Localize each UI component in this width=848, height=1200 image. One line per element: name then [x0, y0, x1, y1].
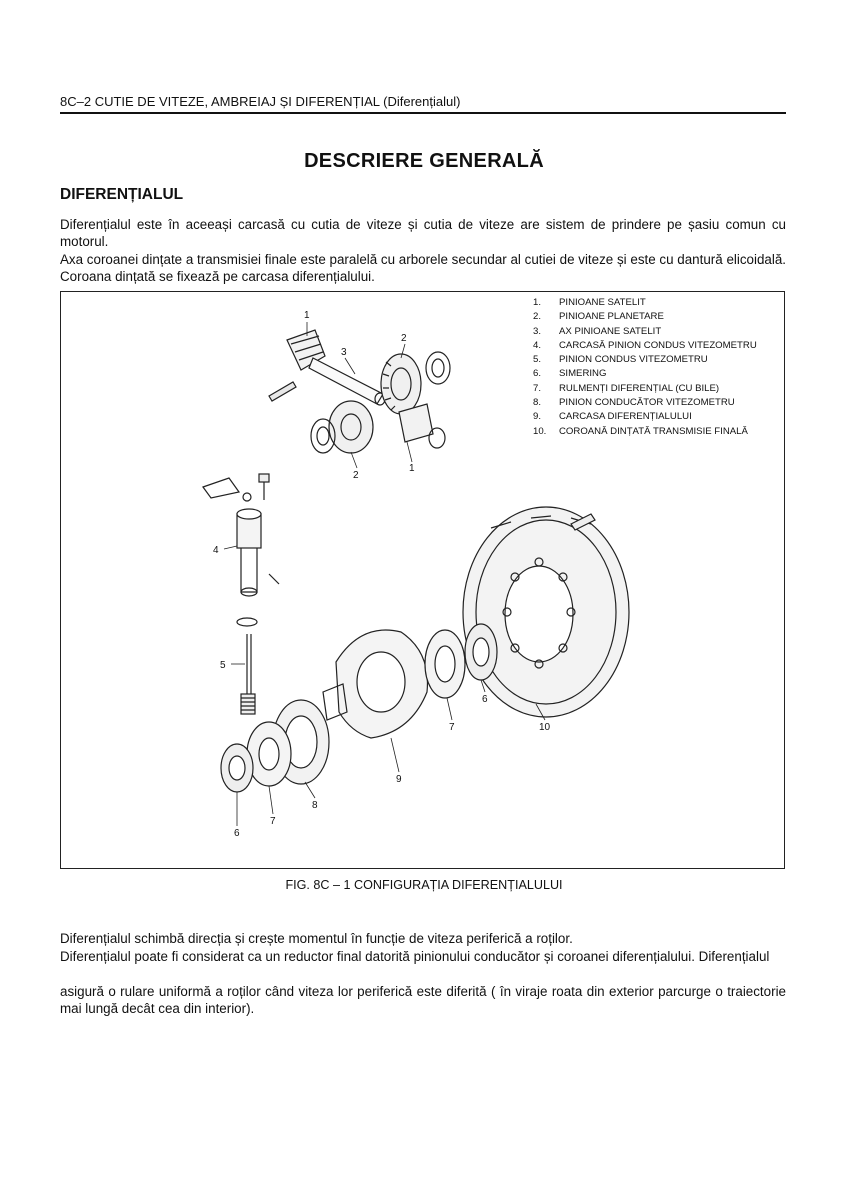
legend-item — [533, 396, 757, 410]
callout-6: 6 — [482, 694, 488, 705]
legend-number: 8. — [533, 397, 542, 409]
callout-5: 5 — [220, 660, 226, 671]
callout-1: 1 — [304, 310, 310, 321]
callout-8: 8 — [312, 800, 318, 811]
callout-4: 4 — [213, 545, 219, 556]
callout-2: 2 — [353, 470, 359, 481]
callout-7: 7 — [449, 722, 455, 733]
legend-item — [533, 339, 757, 353]
legend-item — [533, 367, 757, 381]
body-paragraph-3: asigură o rulare uniformă a roților când viteza lor periferică este diferită ( în viraje roata din exterior parcurge o traiectorie mai lungă decât cea din interior). — [60, 984, 786, 1017]
speedometer-driven-gear-icon — [241, 634, 255, 714]
legend-item — [533, 425, 757, 439]
legend-number: 1. — [533, 297, 542, 308]
oil-seal-left-icon — [221, 744, 253, 792]
speedometer-clip-icon — [203, 478, 251, 501]
side-gear-upper-icon — [381, 354, 421, 414]
pinion-shaft-icon — [309, 358, 385, 405]
page-title: DESCRIERE GENERALĂ — [304, 150, 544, 172]
intro-paragraph-1: Diferențialul este în aceeași carcasă cu cutia de viteze și cutia de viteze are sistem de prindere pe șasiu comun cu motorul. — [60, 217, 786, 250]
legend-number: 7. — [533, 382, 542, 394]
legend-label: AX PINIOANE SATELIT — [559, 325, 662, 337]
legend-label: SIMERING — [559, 368, 607, 380]
callout-7: 7 — [270, 816, 276, 827]
callout-2: 2 — [401, 333, 407, 344]
legend-number: 10. — [533, 425, 547, 437]
legend-item — [533, 325, 757, 339]
callout-3: 3 — [341, 347, 347, 358]
intro-paragraph-2: Axa coroanei dințate a transmisiei finale este paralelă cu arborele secundar al cutiei de viteze și este cu dantură elicoidală. Coroana dințată se fixează pe carcasa diferențialului. — [60, 252, 786, 285]
legend-label: RULMENȚI DIFERENȚIAL (CU BILE) — [559, 382, 720, 394]
figure-caption: FIG. 8C – 1 CONFIGURAȚIA DIFERENȚIALULUI — [285, 878, 563, 892]
legend-number: 4. — [533, 339, 542, 351]
final-drive-gear-icon — [463, 507, 629, 717]
o-ring-icon — [237, 618, 257, 626]
legend-label: CARCASA DIFERENȚIALULUI — [559, 411, 692, 423]
legend-number: 5. — [533, 354, 542, 366]
lock-pin-icon — [269, 382, 296, 401]
legend-item — [533, 353, 757, 367]
legend-item — [533, 382, 757, 396]
callout-10: 10 — [539, 722, 551, 733]
satellite-pinion-lower-icon — [399, 404, 445, 448]
housing-pin-icon — [269, 574, 279, 584]
callout-6: 6 — [234, 828, 240, 839]
legend-label: PINIOANE PLANETARE — [559, 311, 664, 323]
thrust-washer-upper-icon — [426, 352, 450, 384]
bearing-right-icon — [425, 630, 465, 698]
section-title: DIFERENȚIALUL — [60, 186, 184, 203]
legend-label: PINION CONDUS VITEZOMETRU — [559, 354, 708, 366]
legend-number: 6. — [533, 368, 542, 380]
legend-number: 9. — [533, 411, 542, 423]
legend-number: 2. — [533, 311, 542, 323]
differential-case-icon — [323, 630, 427, 738]
legend-item — [533, 296, 757, 310]
bearing-left-icon — [247, 722, 291, 786]
body-paragraph-2: Diferențialul poate fi considerat ca un reductor final datorită pinionului conducător și coroanei diferențialului. Diferențialul — [60, 949, 770, 964]
speedometer-housing-icon — [237, 509, 261, 596]
page-header: 8C–2 CUTIE DE VITEZE, AMBREIAJ ȘI DIFERENȚIAL (Diferențialul) — [60, 94, 786, 114]
figure-box — [60, 291, 785, 869]
side-gear-lower-icon — [329, 401, 373, 453]
legend-label: PINIOANE SATELIT — [559, 297, 646, 308]
body-paragraph-1: Diferențialul schimbă direcția și crește momentul în funcție de viteza periferică a roților. — [60, 931, 573, 946]
housing-bolt-icon — [259, 474, 269, 500]
legend-label: COROANĂ DINȚATĂ TRANSMISIE FINALĂ — [559, 425, 748, 437]
legend-label: PINION CONDUCĂTOR VITEZOMETRU — [559, 397, 735, 409]
figure-legend — [533, 296, 757, 439]
legend-label: CARCASĂ PINION CONDUS VITEZOMETRU — [559, 339, 757, 351]
legend-item — [533, 410, 757, 424]
legend-item — [533, 310, 757, 324]
legend-number: 3. — [533, 325, 542, 337]
callout-1: 1 — [409, 463, 415, 474]
callout-9: 9 — [396, 774, 402, 785]
oil-seal-right-icon — [465, 624, 497, 680]
